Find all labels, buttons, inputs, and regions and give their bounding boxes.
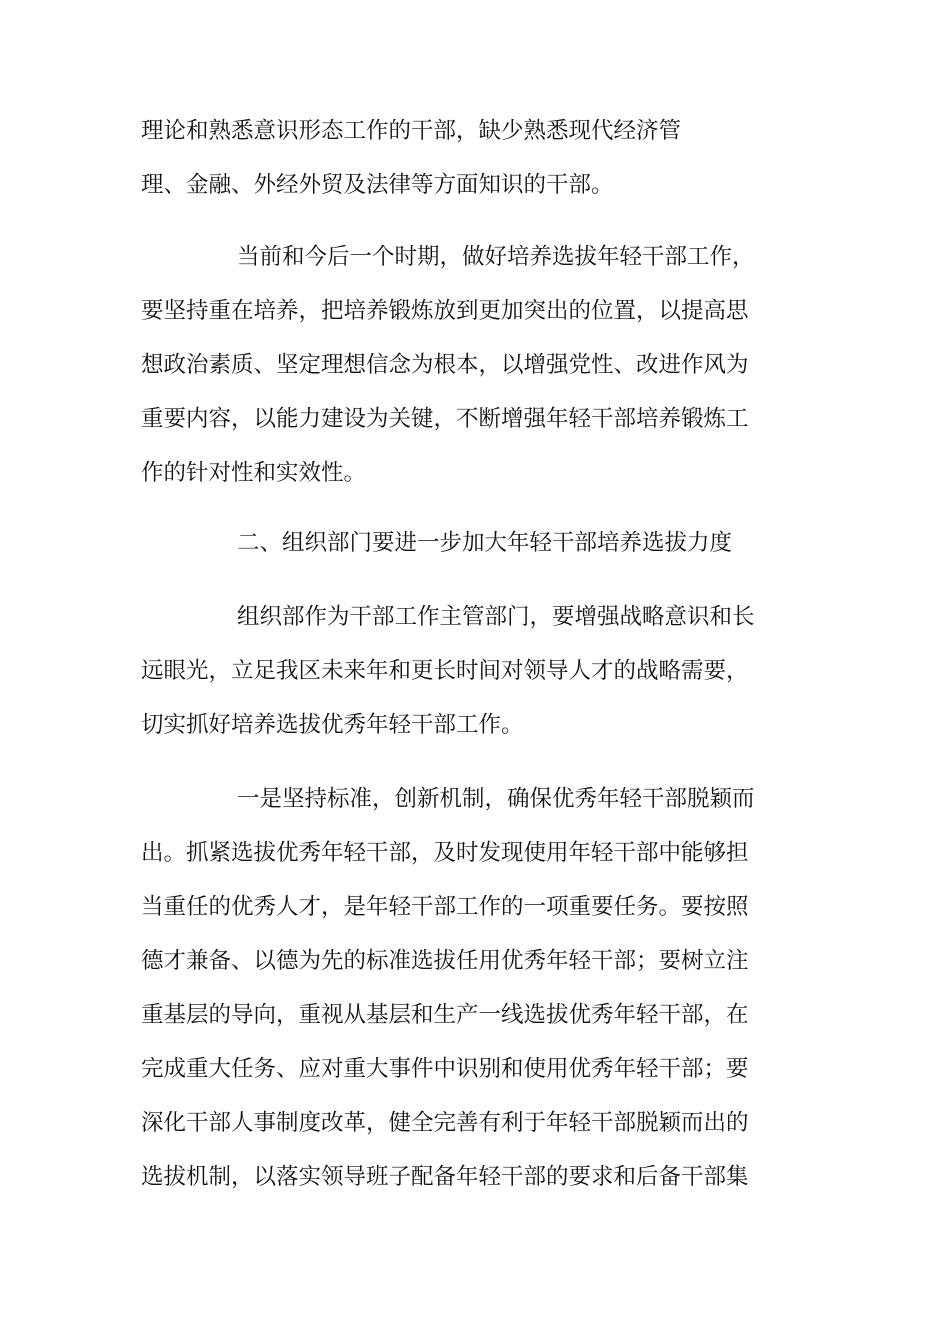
section-heading [141, 516, 821, 570]
text-line: 理、金融、外经外贸及法律等方面知识的干部。 [141, 172, 614, 198]
paragraph-continuation [141, 104, 821, 212]
text-line: 当重任的优秀人才，是年轻干部工作的一项重要任务。要按照 [141, 894, 749, 920]
text-line: 选拔机制，以落实领导班子配备年轻干部的要求和后备干部集 [141, 1164, 749, 1190]
text-line: 出。抓紧选拔优秀年轻干部，及时发现使用年轻干部中能够担 [141, 840, 749, 866]
text-line: 切实抓好培养选拔优秀年轻干部工作。 [141, 712, 524, 738]
text-line: 重基层的导向，重视从基层和生产一线选拔优秀年轻干部，在 [141, 1002, 749, 1028]
text-line: 理论和熟悉意识形态工作的干部，缺少熟悉现代经济管 [141, 118, 682, 144]
text-line: 一是坚持标准，创新机制，确保优秀年轻干部脱颖而 [237, 786, 755, 812]
text-line: 深化干部人事制度改革，健全完善有利于年轻干部脱颖而出的 [141, 1110, 749, 1136]
text-line: 远眼光，立足我区未来年和更长时间对领导人才的战略需要， [141, 658, 749, 684]
paragraph-standards-mechanism [141, 772, 821, 1204]
text-line: 组织部作为干部工作主管部门，要增强战略意识和长 [237, 604, 755, 630]
paragraph-organization-dept [141, 590, 821, 752]
text-line: 想政治素质、坚定理想信念为根本，以增强党性、改进作风为 [141, 352, 749, 378]
text-line: 德才兼备、以德为先的标准选拔任用优秀年轻干部；要树立注 [141, 948, 749, 974]
heading-line: 二、组织部门要进一步加大年轻干部培养选拔力度 [237, 530, 733, 556]
text-line: 作的针对性和实效性。 [141, 460, 367, 486]
text-line: 要坚持重在培养，把培养锻炼放到更加突出的位置，以提高思 [141, 298, 749, 324]
text-line: 完成重大任务、应对重大事件中识别和使用优秀年轻干部；要 [141, 1056, 749, 1082]
text-line: 当前和今后一个时期，做好培养选拔年轻干部工作， [237, 244, 755, 270]
paragraph-training-policy [141, 230, 821, 500]
text-line: 重要内容，以能力建设为关键，不断增强年轻干部培养锻炼工 [141, 406, 749, 432]
